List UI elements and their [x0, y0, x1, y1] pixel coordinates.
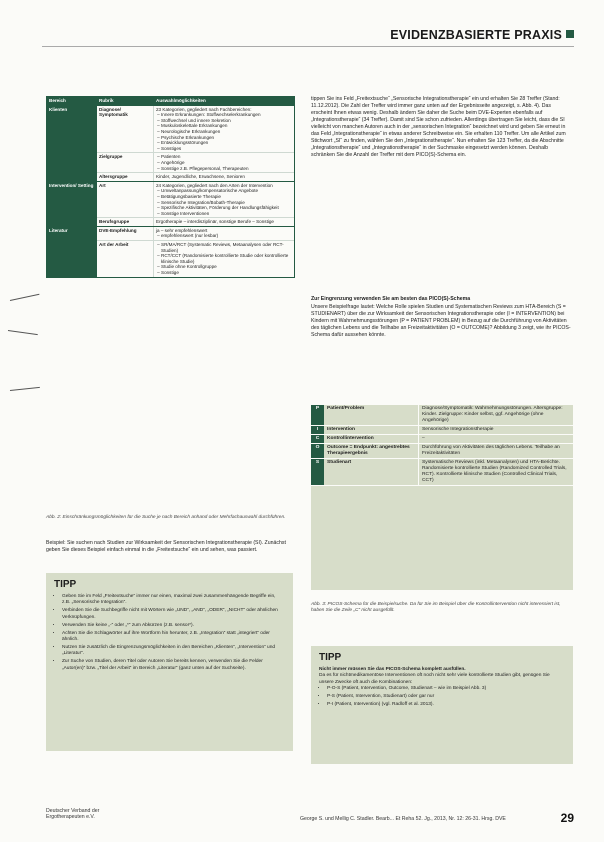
criteria-option-item: – Stoffwechsel und innere Sekretion	[161, 118, 292, 124]
criteria-options-text: 23 Kategorien, gegliedert nach Fachbereichen:	[156, 106, 252, 112]
pico-row	[311, 435, 573, 444]
criteria-options	[154, 227, 294, 240]
tipp-title: TIPP	[54, 579, 77, 590]
pico-value: Durchführung von Aktivitäten des täglichen Lebens. Teilhabe an Freizeitaktivitäten	[422, 445, 560, 456]
tipp-item: • Achten Sie die Schlagwörter auf ihre Wortform hin herunter, z.B. „Integration“ statt „integriert“ oder ähnlich.	[62, 631, 285, 644]
criteria-row	[97, 106, 294, 154]
criteria-option-item: – Betätigungsbasierte Therapie	[161, 194, 292, 200]
criteria-option-item: – RCT/CCT (Randomisierte kontrollierte Studie oder kontrollierte klinische Studie)	[161, 253, 292, 264]
criteria-caption: Abb. 2: Einschränkungsmöglichkeiten für die Suche je nach Bereich anhand oder Mehrfachauswahl durchführen.	[46, 515, 286, 520]
section-title: EVIDENZBASIERTE PRAXIS	[390, 28, 562, 42]
footer-org	[46, 808, 99, 821]
col-header-rubrik: Rubrik	[99, 98, 114, 103]
criteria-row	[97, 227, 294, 241]
tipp-item: • Verbinden Sie die Suchbegriffe nicht mit Wörtern wie „UND“, „AND“, „ODER“, „NICHT“ oder ähnlichen Verknüpfungen.	[62, 608, 285, 621]
tipp-item: • Geben Sie im Feld „Freitextsuche“ immer nur einen, maximal zwei zusammenhängende Begriffe ein, z.B. „Sensorische Integration“.	[62, 594, 285, 607]
pico-row	[311, 426, 573, 435]
criteria-options-list	[156, 233, 292, 239]
tipp-list	[319, 686, 565, 708]
criteria-options	[154, 153, 294, 172]
criteria-option-item: – Sonstiges	[161, 146, 292, 152]
footer-citation: George S. und Mellig C. Stadler. Bearb... Et Reha 52. Jg., 2013, Nr. 12: 26-31. Hrsg. DVE	[300, 816, 506, 822]
criteria-group	[47, 181, 294, 226]
tipp-body: Da es für nichtmedikamentöse Interventionen oft noch nicht sehr viele kontrollierte Studien gibt, genügen Sie unsere Zwecke oft auch die Kombinationen:	[319, 673, 550, 685]
criteria-option-item: – Patienten	[161, 154, 292, 160]
tipp-item: • P-I (Patient, Intervention) (vgl. Radloff et al. 2013).	[327, 702, 565, 708]
footer-org-line2: Ergotherapeuten e.V.	[46, 814, 95, 821]
criteria-option-item: – Entwicklungsstörungen	[161, 140, 292, 146]
criteria-option-item: – Sonstige	[161, 270, 292, 276]
criteria-rubric: Art	[97, 182, 154, 218]
pico-label: Outcome = Endpunkt: angestrebtes Therapieergebnis	[324, 444, 419, 458]
criteria-row	[97, 241, 294, 277]
criteria-options-list	[156, 188, 292, 216]
criteria-options	[154, 173, 294, 181]
criteria-option-item: – Angehörige	[161, 160, 292, 166]
tipp-item: • Zur Suche von Studien, deren Titel oder Autoren Sie bereits kennen, verwenden Sie die Felder „Autor(en)“ bzw. „Titel der Arbeit“ im Bereich „Literatur“ (ganz unten auf der Suchseite).	[62, 659, 285, 672]
pico-letter: I	[311, 426, 324, 434]
criteria-options	[154, 106, 294, 153]
pico-letter: S	[311, 459, 324, 485]
pico-letter: C	[311, 435, 324, 443]
criteria-option-item: – Psychische Erkrankungen	[161, 135, 292, 141]
criteria-option-item: – Umweltanpassung/kompensatorische Angebote	[161, 188, 292, 194]
right-paragraph-2: Unsere Beispielfrage lautet: Welche Rolle spielen Studien und Systematischen Reviews zum HTA-Bereich (S = STUDIENART) über die zur Wirksamkeit der Sensorischen Integrationstherapie oder (I = INTERVENTION) bei Kindern mit Wahrnehmungsstörungen (P = PATIENT PROBLEM) in Bezug auf die Durchführung von Aktivitäten des täglichen Lebens und die Teilhabe an Freizeitaktivitäten (O = OUTCOME)? Abbildung 3 zeigt, wie ihr PICOS-Schema dafür aussehen könnte.	[311, 304, 571, 338]
criteria-option-item: – Sonstige Interventionen	[161, 211, 292, 217]
pico-label: Patient/Problem	[324, 405, 419, 425]
pico-letter: O	[311, 444, 324, 458]
margin-pen-mark	[8, 330, 38, 335]
tipp-item: • Verwenden Sie keine „-“ oder „*“ zum Abkürzen (z.B. sensor*).	[62, 623, 285, 629]
criteria-group-rows	[97, 106, 294, 181]
criteria-rubric: DVE-Empfehlung	[97, 227, 154, 240]
criteria-option-item: – Innere Erkrankungen: Stoffwechselerkrankungen	[161, 112, 292, 118]
header-square-icon	[566, 30, 574, 38]
left-paragraph: Beispiel: Sie suchen nach Studien zur Wirksamkeit der Sensorischen Integrationstherapie (SI). Zunächst geben Sie dieses Beispiel einfach einmal in die „Freitextsuche“ ein und sehen, was passiert.	[46, 540, 286, 553]
criteria-options-text: Kinder, Jugendliche, Erwachsene, Senioren	[156, 174, 245, 180]
criteria-options-list	[156, 242, 292, 276]
criteria-option-item: – Studie ohne Kontrollgruppe	[161, 264, 292, 270]
pico-caption: Abb. 3: PICOS-Schema für die Beispielsuche. Da für Sie im Beispiel über die Kontrollintervention nicht interessiert ist, haben Sie die Zeile „C“ nicht ausgefüllt.	[311, 602, 561, 613]
margin-pen-mark	[10, 294, 40, 301]
pico-letter: P	[311, 405, 324, 425]
tipp-title: TIPP	[319, 652, 342, 663]
criteria-options-text: Ergotherapie – interdisziplinär, sonstige Berufe – Sonstige	[156, 219, 274, 225]
right-paragraph-1: tippen Sie ins Feld „Freitextsuche“ „Sensorische Integrationstherapie“ ein und erhalten Sie 28 Treffer (Stand: 11.12.2012). Die Zahl der Treffer wird immer ganz unten auf der Ergebnisseite angezeigt, s. Abb. 4). Das erscheint Ihnen etwas wenig. Deshalb ändern Sie daher die Suche beim DVE-Experten ebenfalls auf „Integrationstherapie“ (34 Treffer). Damit sind Sie schon zufrieden. Allerdings übertragen Sie leicht, dass die SI vielleicht von manchen Autoren auch in der „sensorischen Integration“ bezeichnet wird und geben Sie erneut in das Feld „Integrationstherapie“ in etwas anderer Schreibweise ein. Sie erhalten 110 Treffer. Um alle Artikel zum Stichwort „SI“ zu finden, wählen Sie den „Integrationstherapie“. Nun erhalten Sie 123 Treffer, da die Abschnitte „Integrationstherapie“ und „Integrationstherapie“ in der Suchmaske eingesetzt werden können. Deshalb schränken Sie die Anzahl der Treffer mit dem PICO(S)-Schema ein.	[311, 96, 566, 158]
criteria-options	[154, 241, 294, 277]
pico-table	[311, 405, 573, 590]
pico-value: –	[422, 436, 425, 441]
tipp-box-left	[46, 573, 293, 751]
criteria-row	[97, 182, 294, 219]
criteria-option-item: – Spezifische Aktivitäten, Förderung der Handlungsfähigkeit	[161, 205, 292, 211]
criteria-rubric: Art der Arbeit	[97, 241, 154, 277]
footer-org-line1: Deutscher Verband der	[46, 808, 100, 814]
criteria-options	[154, 182, 294, 218]
tipp-list	[54, 594, 285, 672]
criteria-group-name: Klienten	[47, 106, 97, 181]
tipp-item: • P-S (Patient, Intervention, Studienart) oder gar nur	[327, 694, 565, 700]
criteria-option-item: – Muskuloskelettale Erkrankungen	[161, 123, 292, 129]
criteria-group-name: Intervention/ Setting	[47, 182, 97, 226]
header-rule	[42, 46, 574, 47]
criteria-group-name: Literatur	[47, 227, 97, 277]
criteria-row	[97, 218, 294, 226]
criteria-rubric: Berufsgruppe	[97, 218, 154, 226]
criteria-option-item: – Neurologische Erkrankungen	[161, 129, 292, 135]
page-number: 29	[560, 811, 574, 825]
pico-value: Sensorische Integrationstherapie	[422, 427, 494, 432]
criteria-option-item: – Sonstige z.B. Pflegepersonal, Therapeuten	[161, 166, 292, 172]
criteria-options-list	[156, 154, 292, 171]
pico-value: Diagnose/Symptomatik: Wahrnehmungsstörungen. Altersgruppe: Kinder. Zielgruppe: Kinder selbst, ggf. Angehörige (ohne Angehörige)	[422, 406, 563, 423]
tipp-item: • P-O-S (Patient, Intervention, Outcome, Studienart – wie im Beispiel Abb. 3)	[327, 686, 565, 692]
criteria-option-item: – empfehlenswert (nur lesbar)	[161, 233, 292, 239]
criteria-options	[154, 218, 294, 226]
criteria-group-rows	[97, 227, 294, 277]
pico-row	[311, 405, 573, 426]
criteria-rubric: Diagnose/ Symptomatik	[97, 106, 154, 153]
criteria-rubric: Altersgruppe	[97, 173, 154, 181]
section-header	[390, 28, 574, 42]
criteria-options-text: 24 Kategorien, gegliedert nach den Arten der Intervention	[156, 182, 273, 188]
criteria-rubric: Zielgruppe	[97, 153, 154, 172]
criteria-option-item: – SR/MA/RCT (Systematic Reviews, Metaanalysen oder RCT-Studien)	[161, 242, 292, 253]
criteria-group-rows	[97, 182, 294, 226]
criteria-group	[47, 226, 294, 277]
criteria-table-header	[47, 97, 294, 105]
pico-label: Kontrollintervention	[324, 435, 419, 443]
pico-value: Systematische Reviews (inkl. Metaanalysen) und HTA-Berichte. Randomisierte kontrollierte Studien (Randomized Controlled Trials, RCT). Kontrollierte klinische Studien (Controlled Clinical Trials, CCT)	[422, 460, 567, 483]
col-header-bereich: Bereich	[49, 98, 66, 103]
pico-label: Intervention	[324, 426, 419, 434]
tipp-box-right	[311, 646, 573, 764]
criteria-row	[97, 153, 294, 173]
tipp-intro: Nicht immer müssen Sie das PICOS-Schema komplett ausfüllen.	[319, 667, 466, 672]
criteria-options-list	[156, 112, 292, 151]
criteria-option-item: – Sensorische Integration/Bobath-Therapie	[161, 200, 292, 206]
col-header-auswahl: Auswahlmöglichkeiten	[156, 98, 206, 103]
criteria-group	[47, 105, 294, 181]
pico-row	[311, 444, 573, 459]
right-subheading: Zur Eingrenzung verwenden Sie am besten das PICO(S)-Schema	[311, 296, 471, 302]
criteria-table	[46, 96, 295, 278]
criteria-options-text: ja – sehr empfehlenswert	[156, 227, 208, 233]
pico-row	[311, 459, 573, 486]
criteria-row	[97, 173, 294, 181]
pico-label: Studienart	[324, 459, 419, 485]
tipp-item: • Nutzen Sie zusätzlich die Eingrenzungsmöglichkeiten in den Bereichen „Klienten“, „Intervention“ und „Literatur“.	[62, 645, 285, 658]
margin-pen-mark	[10, 387, 40, 391]
